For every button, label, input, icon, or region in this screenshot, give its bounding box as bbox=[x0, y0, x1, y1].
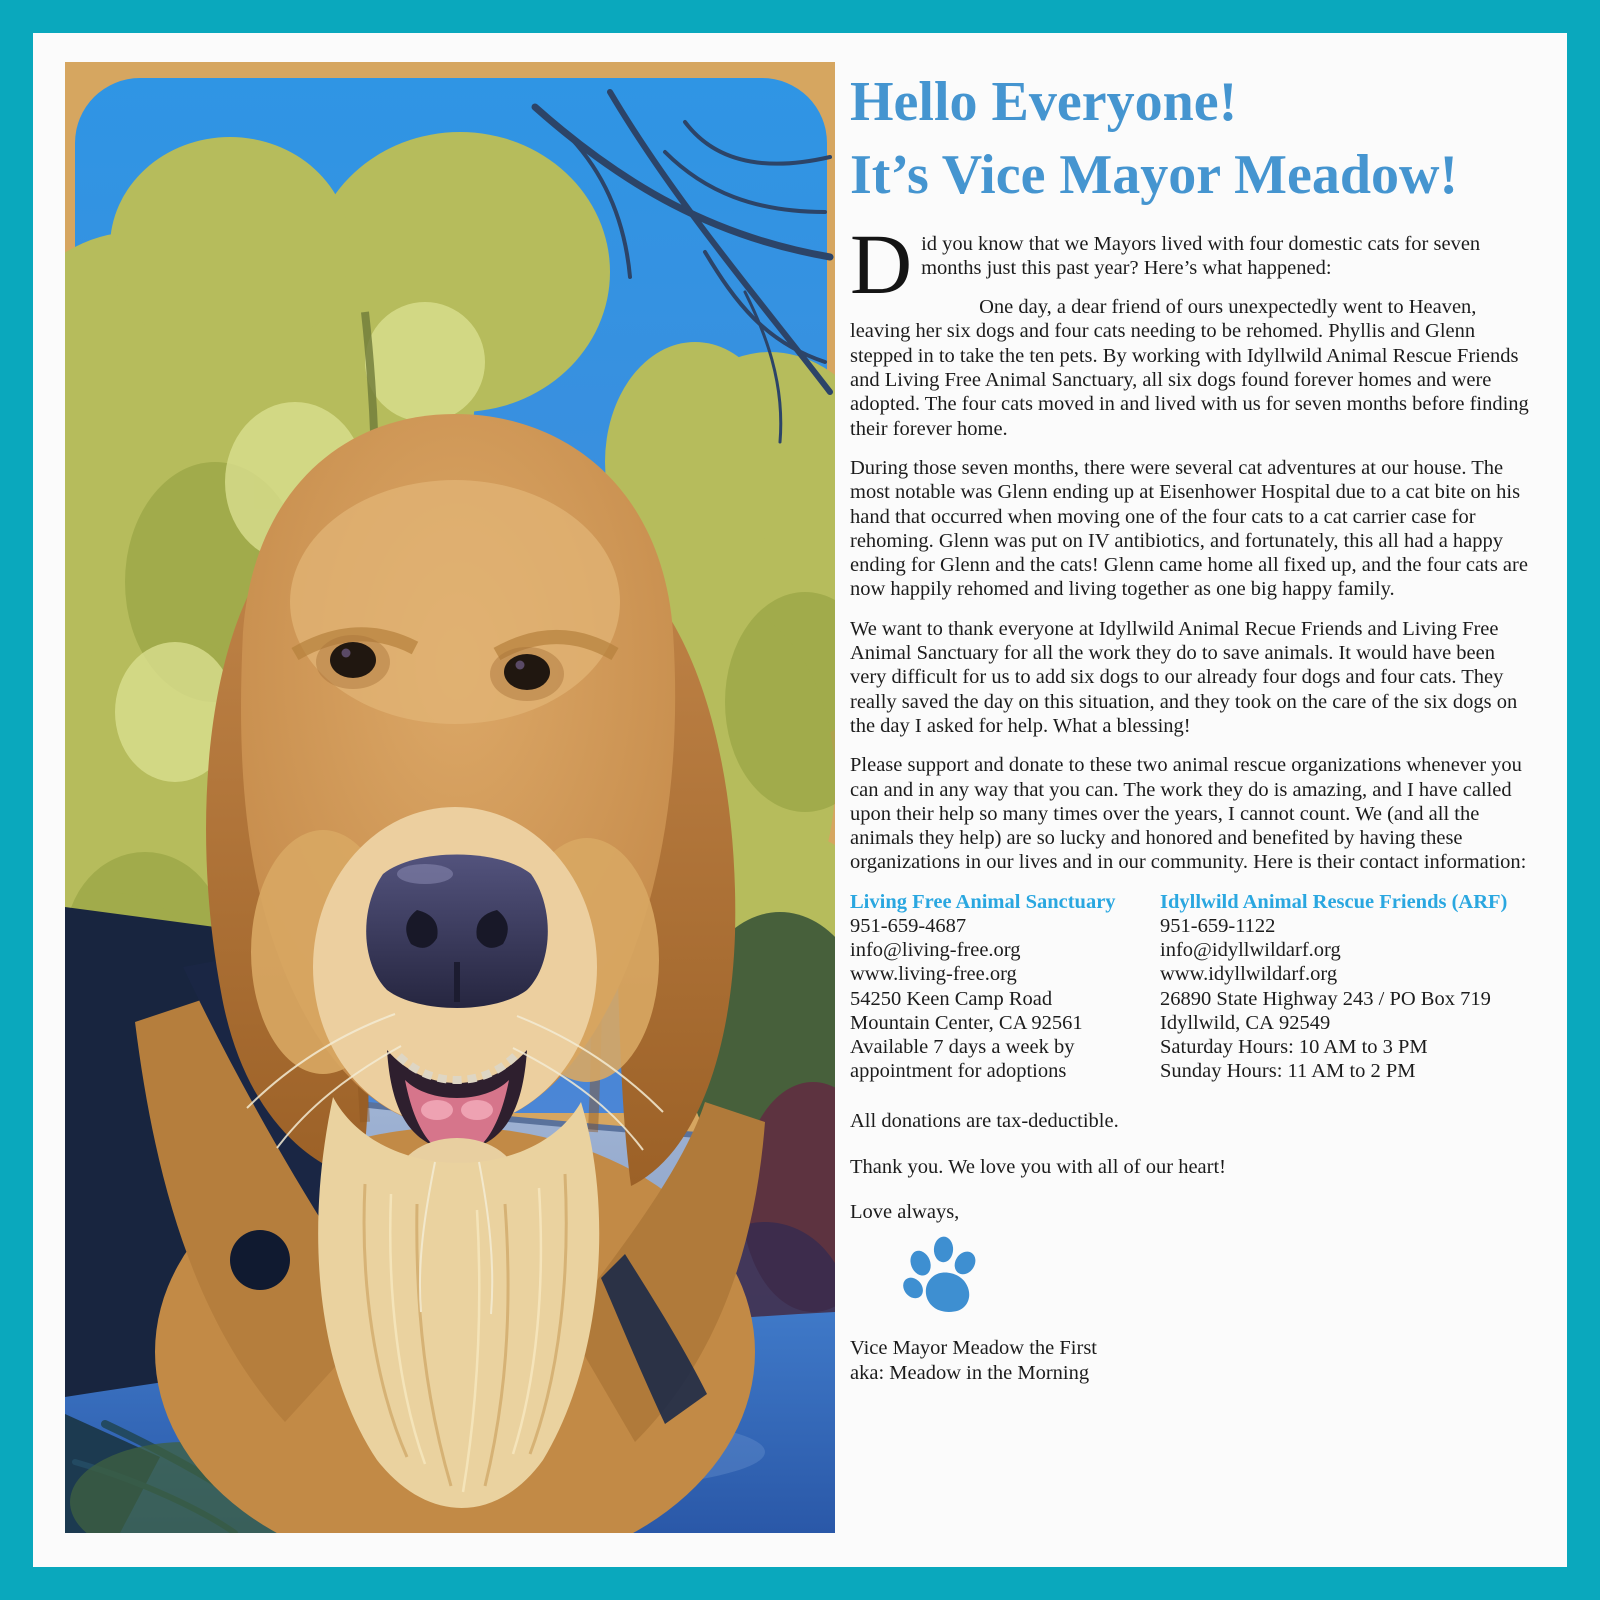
org-details bbox=[1160, 914, 1532, 1083]
intro-paragraph bbox=[850, 215, 1532, 312]
paw-print-icon bbox=[902, 1236, 984, 1316]
drop-cap: D bbox=[850, 215, 913, 312]
contact-detail-line: www.living-free.org bbox=[850, 963, 1017, 986]
page-inner bbox=[33, 33, 1567, 1567]
paragraph: Please support and donate to these two animal rescue organizations whenever you can and in any way that you can. The work they do is amazing, and I have called upon their help so many times over the years, I cannot count. We (and all the animals they help) are so lucky and honored and benefited by having these organizations in our lives and in our community. Here is their contact information: bbox=[850, 754, 1527, 874]
dog-in-car-illustration bbox=[65, 62, 835, 1533]
paragraph: One day, a dear friend of ours unexpectedly went to Heaven, leaving her six dogs and four cats needing to be rehomed. Phyllis and Glenn stepped in to take the ten pets. By working with Idyllwild Animal Rescue Friends and Living Free Animal Sanctuary, all six dogs found forever homes and were adopted. The four cats moved in and lived with us for seven months before finding their forever home. bbox=[850, 296, 1529, 440]
contact-detail-line: 951-659-1122 bbox=[1160, 914, 1276, 937]
contact-detail-line: www.idyllwildarf.org bbox=[1160, 963, 1338, 986]
intro-text: id you know that we Mayors lived with four domestic cats for seven months just this past year? Here’s what happened: bbox=[921, 232, 1481, 279]
tax-note: All donations are tax-deductible. bbox=[850, 1110, 1119, 1133]
contact-detail-line: Saturday Hours: 10 AM to 3 PM bbox=[1160, 1035, 1428, 1058]
paragraph: We want to thank everyone at Idyllwild Animal Recue Friends and Living Free Animal Sanctuary for all the work they do to save animals. It would have been very difficult for us to add six dogs to our already four dogs and four cats. They really saved the day on this situation, and they took on the care of the six dogs on the day I asked for help. What a blessing! bbox=[850, 617, 1518, 737]
thank-you-line: Thank you. We love you with all of our heart! bbox=[850, 1156, 1226, 1179]
contact-detail-line: 26890 State Highway 243 / PO Box 719 bbox=[1160, 987, 1491, 1010]
contact-detail-line: info@living-free.org bbox=[850, 939, 1021, 962]
contact-detail-line: Mountain Center, CA 92561 bbox=[850, 1011, 1083, 1034]
contact-detail-line: 54250 Keen Camp Road bbox=[850, 987, 1053, 1010]
article-column bbox=[850, 62, 1532, 1386]
org-name: Living Free Animal Sanctuary bbox=[850, 890, 1116, 913]
contact-detail-line: Available 7 days a week by bbox=[850, 1035, 1075, 1058]
article-body bbox=[850, 215, 1532, 875]
paragraph: During those seven months, there were several cat adventures at our house. The most notable was Glenn ending up at Eisenhower Hospital due to a cat bite on his hand that occurred when moving one of the four cats to a cat carrier case for rehoming. Glenn was put on IV antibiotics, and fortunately, this all had a happy ending for Glenn and the cats! Glenn came home all fixed up, and the four cats are now happily rehomed and living together as one big happy family. bbox=[850, 456, 1528, 601]
contact-idyllwild-arf bbox=[1160, 890, 1532, 1084]
meadow-photo bbox=[65, 62, 835, 1533]
signature-block bbox=[850, 1336, 1532, 1386]
org-details bbox=[850, 914, 1160, 1083]
closing-line: Love always, bbox=[850, 1201, 960, 1224]
signature-name: Vice Mayor Meadow the First bbox=[850, 1337, 1097, 1360]
page-title bbox=[850, 66, 1532, 212]
contact-detail-line: info@idyllwildarf.org bbox=[1160, 939, 1341, 962]
title-line-1: Hello Everyone! bbox=[850, 71, 1238, 133]
contact-detail-line: Sunday Hours: 11 AM to 2 PM bbox=[1160, 1060, 1416, 1083]
contact-living-free bbox=[850, 890, 1160, 1084]
title-line-2: It’s Vice Mayor Meadow! bbox=[850, 143, 1459, 206]
contact-detail-line: 951-659-4687 bbox=[850, 914, 967, 937]
contact-detail-line: appointment for adoptions bbox=[850, 1060, 1067, 1083]
contact-info bbox=[850, 890, 1532, 1084]
signature-aka: aka: Meadow in the Morning bbox=[850, 1362, 1090, 1385]
org-name: Idyllwild Animal Rescue Friends (ARF) bbox=[1160, 890, 1508, 913]
contact-detail-line: Idyllwild, CA 92549 bbox=[1160, 1011, 1331, 1034]
